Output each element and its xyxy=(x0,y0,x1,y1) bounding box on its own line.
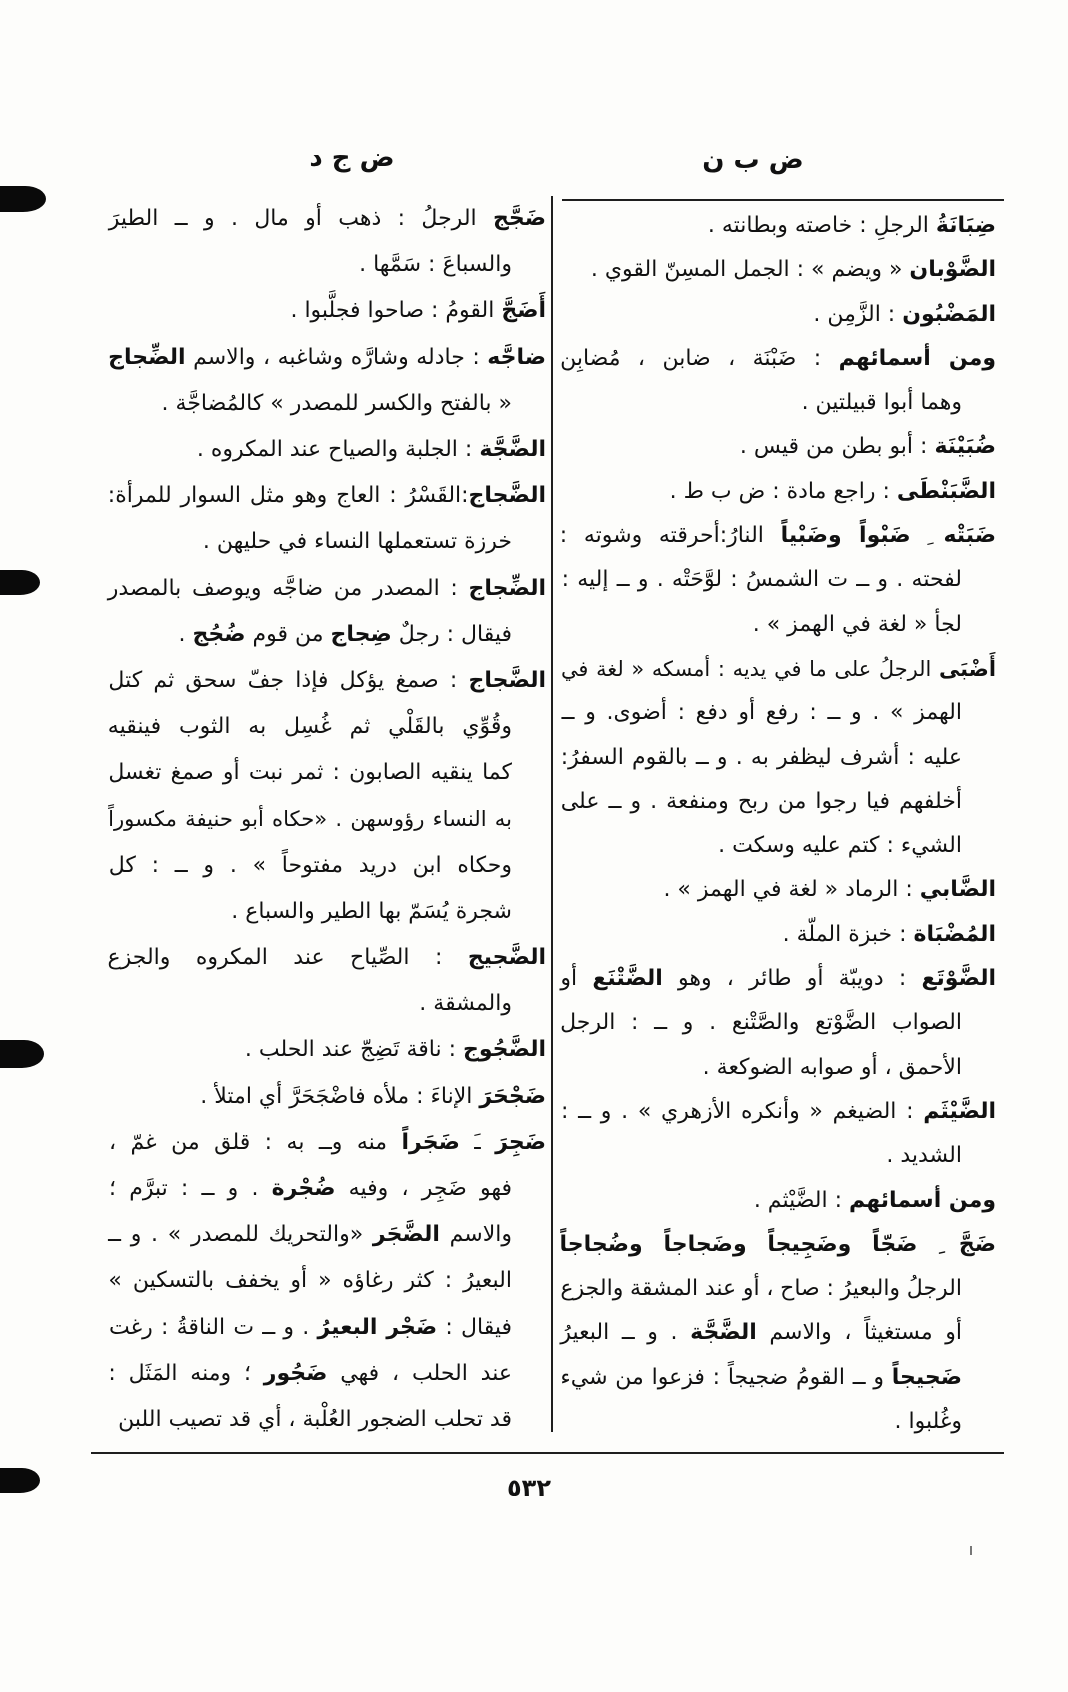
definition-text: أو xyxy=(560,966,593,992)
entry-line xyxy=(558,736,996,780)
definition-text: . و ــ ت الناقةُ : رغت xyxy=(109,1314,318,1340)
line-text xyxy=(561,736,962,780)
line-text xyxy=(109,196,546,242)
scan-mark xyxy=(0,186,46,212)
scan-mark xyxy=(0,570,40,595)
definition-text: . و ــ : تبرَّم ؛ xyxy=(109,1175,272,1201)
headword: ضَجِرَ xyxy=(495,1129,546,1155)
line-text xyxy=(290,288,546,334)
line-text xyxy=(560,1356,962,1400)
running-header-right-root: ض ب ن xyxy=(702,145,804,175)
definition-text: والسباعَ : سَمَّها . xyxy=(359,252,512,278)
entry-line xyxy=(558,1400,996,1444)
entry-line xyxy=(106,889,546,935)
entry-line xyxy=(558,691,996,735)
headword: ضُبَيْنَة xyxy=(934,434,996,460)
entry-line xyxy=(106,612,546,658)
entry-line xyxy=(106,1397,546,1443)
entry-line xyxy=(106,843,546,889)
headword: الضَّبَنْطَى xyxy=(896,478,996,504)
dictionary-entry xyxy=(558,647,996,868)
line-text xyxy=(109,1305,512,1351)
headword: الضَّوْتَع xyxy=(921,966,996,992)
entry-line xyxy=(106,1305,546,1351)
definition-text: شجرة يُسَمّ بها الطير والسباع . xyxy=(231,898,512,924)
entry-line xyxy=(106,750,546,796)
entry-line xyxy=(106,473,546,519)
headword: ضَجَراً xyxy=(401,1129,460,1155)
entry-line xyxy=(558,337,996,381)
definition-text: عليه : أشرف ليظفر به . و ــ بالقوم السفرُ: xyxy=(560,744,962,770)
line-text xyxy=(179,612,512,658)
definition-text: وقُوِّي بالقَلْي ثم غُسِل به الثوب فينقيه xyxy=(107,714,512,740)
entry-line xyxy=(106,1120,546,1166)
definition-text: القومُ : صاحوا فجلَّبوا . xyxy=(290,298,502,324)
dictionary-entry xyxy=(106,427,546,473)
entry-line xyxy=(558,558,996,602)
entry-line xyxy=(106,381,546,427)
definition-text: : جادله وشارَّه وشاغبه ، والاسم xyxy=(185,344,488,370)
entry-line xyxy=(558,1046,996,1090)
line-text xyxy=(231,889,512,935)
line-text xyxy=(108,335,546,381)
line-text xyxy=(802,381,962,425)
headword: أَضْبَى xyxy=(938,656,996,681)
entry-line xyxy=(558,913,996,957)
definition-text: . xyxy=(178,621,193,647)
line-text xyxy=(663,868,996,912)
headword: ومن أسمائهم xyxy=(849,1187,996,1213)
entry-line xyxy=(106,935,546,981)
dictionary-entry xyxy=(106,1074,546,1120)
footer-rule xyxy=(91,1452,1004,1454)
definition-text: : الجلبة والصياح عند المكروه . xyxy=(196,436,480,462)
entry-line xyxy=(106,196,546,242)
line-text xyxy=(203,519,512,565)
entry-line xyxy=(558,1223,996,1267)
line-text xyxy=(560,1311,962,1355)
line-text xyxy=(670,470,996,514)
line-text xyxy=(561,1090,996,1134)
scan-mark xyxy=(0,1468,40,1493)
entry-line xyxy=(106,427,546,473)
dictionary-entry xyxy=(106,473,546,565)
line-text xyxy=(562,691,962,735)
line-text xyxy=(562,558,962,602)
definition-text: ؛ ومنه المَثَل : xyxy=(108,1360,264,1386)
entry-line xyxy=(558,1267,996,1311)
headword: الضَّجَّة xyxy=(479,436,546,462)
headword: الضَّيْثَم xyxy=(923,1098,996,1124)
headword: الضَّجيج xyxy=(467,945,546,970)
line-text xyxy=(886,1134,962,1178)
dictionary-entry xyxy=(558,1179,996,1223)
line-text xyxy=(708,204,996,248)
entry-line xyxy=(558,868,996,912)
definition-text: : خبزة الملّة . xyxy=(782,921,914,947)
entry-line xyxy=(106,566,546,612)
definition-text: فيقال : xyxy=(437,1314,512,1340)
dictionary-entry xyxy=(558,204,996,248)
line-text xyxy=(703,1046,962,1090)
entry-line xyxy=(558,647,996,691)
line-text xyxy=(108,796,512,842)
dictionary-entry xyxy=(106,1120,546,1443)
line-text xyxy=(813,293,996,337)
line-text xyxy=(197,427,546,473)
entry-line xyxy=(558,603,996,647)
headword: ضَجيجاً xyxy=(891,1364,962,1390)
definition-text: الرجلُ على ما في يديه : أمسكه « لغة في xyxy=(561,656,939,681)
entry-line xyxy=(106,1074,546,1120)
definition-text: « ويضم » : الجمل المسِنّ القوي . xyxy=(590,257,910,283)
dictionary-entry xyxy=(558,868,996,912)
definition-text: الصواب الضَّوْتع والصَّتْنع . و ــ : الرجل xyxy=(560,1010,962,1036)
line-text xyxy=(560,1223,997,1267)
definition-text: منه وــ به : قلق من غمّ ، xyxy=(109,1129,402,1155)
line-text xyxy=(108,1212,512,1258)
definition-text: كما ينقيه الصابون : ثمر نبت أو صمغ تغسل xyxy=(108,760,512,786)
line-text xyxy=(419,981,512,1027)
definition-text: عند الحلب ، فهي xyxy=(327,1360,512,1386)
dictionary-entry xyxy=(106,658,546,935)
dictionary-entry xyxy=(558,337,996,426)
definition-text: الشيء : كتم عليه وسكت . xyxy=(718,833,962,859)
entry-line xyxy=(558,248,996,292)
definition-text: أو مستغيثاً ، والاسم xyxy=(756,1320,962,1346)
definition-text: : المصدر من ضاجَّه ويوصف بالمصدر xyxy=(107,575,469,601)
definition-text: قد تحلب الضجور العُلْبة ، أي قد تصيب اللبن xyxy=(118,1406,512,1432)
entry-line xyxy=(558,957,996,1001)
dictionary-entry xyxy=(106,1027,546,1073)
definition-text: : راجع مادة : ض ب ط . xyxy=(669,478,897,504)
definition-text: والاسم xyxy=(439,1222,512,1248)
line-text xyxy=(245,1027,546,1073)
definition-text: فهو ضَجِر ، وفيه xyxy=(335,1175,512,1201)
definition-text: : أبو بطن من قيس . xyxy=(739,434,935,460)
entry-line xyxy=(106,1212,546,1258)
definition-text: لفحته . و ــ ت الشمسُ : لوَّحَتْه . و ــ إليه : xyxy=(561,567,962,593)
dictionary-entry xyxy=(558,957,996,1090)
scan-speck xyxy=(970,1546,972,1555)
line-text xyxy=(560,1267,962,1311)
right-column xyxy=(558,204,996,1444)
entry-line xyxy=(558,824,996,868)
dictionary-entry xyxy=(558,1090,996,1179)
entry-line xyxy=(558,425,996,469)
definition-text: . و ــ البعيرُ xyxy=(560,1320,691,1346)
headword: المَضْبُون xyxy=(902,301,996,327)
headword: الضَّجُوج xyxy=(463,1037,546,1063)
dictionary-entry xyxy=(558,293,996,337)
entry-line xyxy=(558,204,996,248)
headword: الضَّجَّة xyxy=(690,1320,757,1346)
headword: الضَّتْنَع xyxy=(592,966,663,992)
line-text xyxy=(108,1258,512,1304)
entry-line xyxy=(558,381,996,425)
entry-line xyxy=(106,519,546,565)
definition-text: وغُلبوا . xyxy=(894,1409,962,1435)
definition-text: :القَسْرُ : العاج وهو مثل السوار للمرأة: xyxy=(107,483,469,509)
entry-line xyxy=(106,1258,546,1304)
dictionary-entry xyxy=(558,913,996,957)
definition-text: : ناقة تَضِجّ عند الحلب . xyxy=(244,1037,464,1063)
entry-line xyxy=(558,1090,996,1134)
scan-mark xyxy=(0,1040,44,1068)
line-text xyxy=(108,473,546,519)
entry-line xyxy=(558,514,996,558)
line-text xyxy=(108,658,546,704)
headword: ومن أسمائهم xyxy=(838,345,996,371)
line-text xyxy=(109,1166,512,1212)
definition-text: : ضَبْنَة ، ضابن ، مُضابِن xyxy=(560,345,839,371)
entry-line xyxy=(558,1179,996,1223)
definition-text: فيقال : رجلٌ xyxy=(391,621,512,647)
line-text xyxy=(740,425,996,469)
column-divider xyxy=(551,196,553,1432)
line-text xyxy=(108,750,512,796)
dictionary-entry xyxy=(106,196,546,288)
dictionary-entry xyxy=(558,470,996,514)
headword: الضَّوْبان xyxy=(909,257,996,283)
entry-line xyxy=(558,470,996,514)
headword: الضَّجَر xyxy=(372,1222,440,1248)
headword: ضُجُج xyxy=(192,621,246,647)
line-text xyxy=(108,935,547,981)
entry-line xyxy=(558,293,996,337)
definition-text: به النساء رؤوسهن . «حكاه أبو حنيفة مكسوراً xyxy=(108,806,512,832)
headword: الضِّجاج xyxy=(468,575,546,601)
headword: ضَبْواً وضَبْياً xyxy=(780,523,911,549)
headword: ضَجَّ ِ ضَجّاً وضَجِيجاً وضَجاجاً وضُجاجاً xyxy=(559,1231,996,1257)
headword: المُضْبَاة xyxy=(913,921,996,947)
headword: ضَبَتْه xyxy=(943,523,996,549)
definition-text: الإناءَ : ملأه فاضْجَحَرَّ أي امتلأ . xyxy=(200,1083,480,1109)
entry-line xyxy=(106,704,546,750)
definition-text: وحكاه ابن دريد مفتوحاً » . و ــ : كل xyxy=(108,852,512,878)
headword: الضَّجاج xyxy=(468,483,546,509)
entry-line xyxy=(558,1134,996,1178)
headword: الضَّجاج xyxy=(468,667,546,693)
definition-text: الرجلِ : خاصته وبطانته . xyxy=(707,213,936,238)
dictionary-entry xyxy=(106,288,546,334)
line-text xyxy=(591,248,996,292)
dictionary-entry xyxy=(558,514,996,647)
dictionary-entry xyxy=(106,935,546,1027)
entry-line xyxy=(106,1166,546,1212)
headword: ضِبَانَةُ xyxy=(935,213,996,238)
definition-text: : دويبّة أو طائر ، وهو xyxy=(662,966,922,992)
definition-text: و ــ القومُ ضجيجاً : فزعوا من شيء xyxy=(560,1364,892,1390)
line-text xyxy=(162,381,512,427)
definition-text: : صمغ يؤكل فإذا جفّ سحق ثم كتل xyxy=(108,667,469,693)
definition-text: خرزة تستعملها النساء في حليهن . xyxy=(202,529,512,555)
definition-text: والمشقة . xyxy=(419,991,512,1017)
headword: أَضَجَّ xyxy=(501,298,546,324)
dictionary-entry xyxy=(106,566,546,658)
definition-text: : الزَّمِن . xyxy=(813,301,903,327)
line-text xyxy=(560,514,996,558)
definition-text: : الضَّيْثم . xyxy=(753,1187,850,1213)
definition-text: وهما أبوا قبيلتين . xyxy=(801,390,962,416)
entry-line xyxy=(558,780,996,824)
entry-line xyxy=(106,288,546,334)
headword: ضِجاج xyxy=(330,621,392,647)
line-text xyxy=(108,1351,512,1397)
headword: ضَجُور xyxy=(263,1360,328,1386)
line-text xyxy=(109,843,512,889)
line-text xyxy=(359,242,512,288)
definition-text: البعيرُ : كثر رغاؤه « أو يخفف بالتسكين » xyxy=(108,1268,512,1294)
definition-text: : الرماد « لغة في الهمز » . xyxy=(663,877,920,903)
running-header-left-root: ض ج د xyxy=(309,143,395,173)
headword: ضَجَّج xyxy=(493,206,546,231)
dictionary-entry xyxy=(558,1223,996,1444)
entry-line xyxy=(106,796,546,842)
line-text xyxy=(560,957,996,1001)
definition-text: : الضيغم « وأنكره الأزهري » . و ــ : xyxy=(561,1098,924,1124)
line-text xyxy=(753,603,962,647)
entry-line xyxy=(558,1001,996,1045)
line-text xyxy=(109,1120,546,1166)
entry-line xyxy=(106,242,546,288)
left-column xyxy=(106,196,546,1443)
headword: الضِّجاج xyxy=(108,344,186,370)
headword: ضَجْحَرَ xyxy=(479,1083,546,1109)
line-text xyxy=(560,1001,962,1045)
entry-line xyxy=(106,981,546,1027)
entry-line xyxy=(558,1311,996,1355)
definition-text: : الصِّياح عند المكروه والجزع xyxy=(107,945,468,970)
headword: ضُجْرة xyxy=(271,1175,336,1201)
definition-text: من قوم xyxy=(245,621,331,647)
definition-text: النارُ:أحرقته وشوته : xyxy=(559,523,781,549)
definition-text: ِ xyxy=(910,523,944,549)
line-text xyxy=(561,647,996,691)
entry-line xyxy=(106,658,546,704)
entry-line xyxy=(558,1356,996,1400)
line-text xyxy=(783,913,996,957)
dictionary-entry xyxy=(558,425,996,469)
definition-text: «والتحريك للمصدر » . و ــ xyxy=(108,1222,373,1248)
entry-line xyxy=(106,1027,546,1073)
line-text xyxy=(108,704,512,750)
dictionary-entry xyxy=(106,335,546,427)
entry-line xyxy=(106,335,546,381)
line-text xyxy=(754,1179,996,1223)
definition-text: ـَ xyxy=(459,1129,496,1155)
definition-text: الرجلُ : ذهب أو مال . و ــ الطيرَ xyxy=(108,206,494,231)
definition-text: أخلفهم فيا رجوا من ربح ومنفعة . و ــ على xyxy=(560,788,962,814)
line-text xyxy=(118,1397,512,1443)
line-text xyxy=(560,337,996,381)
headword: الضَّابي xyxy=(919,877,996,903)
definition-text: الهمز » . و ــ : رفع أو دفع : أضوى. و ــ xyxy=(561,700,962,726)
line-text xyxy=(200,1074,546,1120)
line-text xyxy=(108,566,546,612)
line-text xyxy=(718,824,962,868)
definition-text: الرجلُ والبعيرُ : صاح ، أو عند المشقة والجزع xyxy=(560,1276,962,1302)
page-number: ٥٣٢ xyxy=(507,1474,551,1502)
definition-text: الشديد . xyxy=(886,1143,962,1169)
dictionary-entry xyxy=(558,248,996,292)
line-text xyxy=(561,780,962,824)
line-text xyxy=(894,1400,962,1444)
definition-text: لجأ « لغة في الهمز » . xyxy=(752,611,962,637)
headword: ضَجْر البعيرُ xyxy=(317,1314,438,1340)
definition-text: « بالفتح والكسر للمصدر » كالمُضاجَّة . xyxy=(161,390,512,416)
headword: ضاجَّه xyxy=(487,344,546,370)
header-rule xyxy=(562,199,1004,201)
entry-line xyxy=(106,1351,546,1397)
definition-text: الأحمق ، أو صوابه الضوكعة . xyxy=(702,1054,962,1080)
